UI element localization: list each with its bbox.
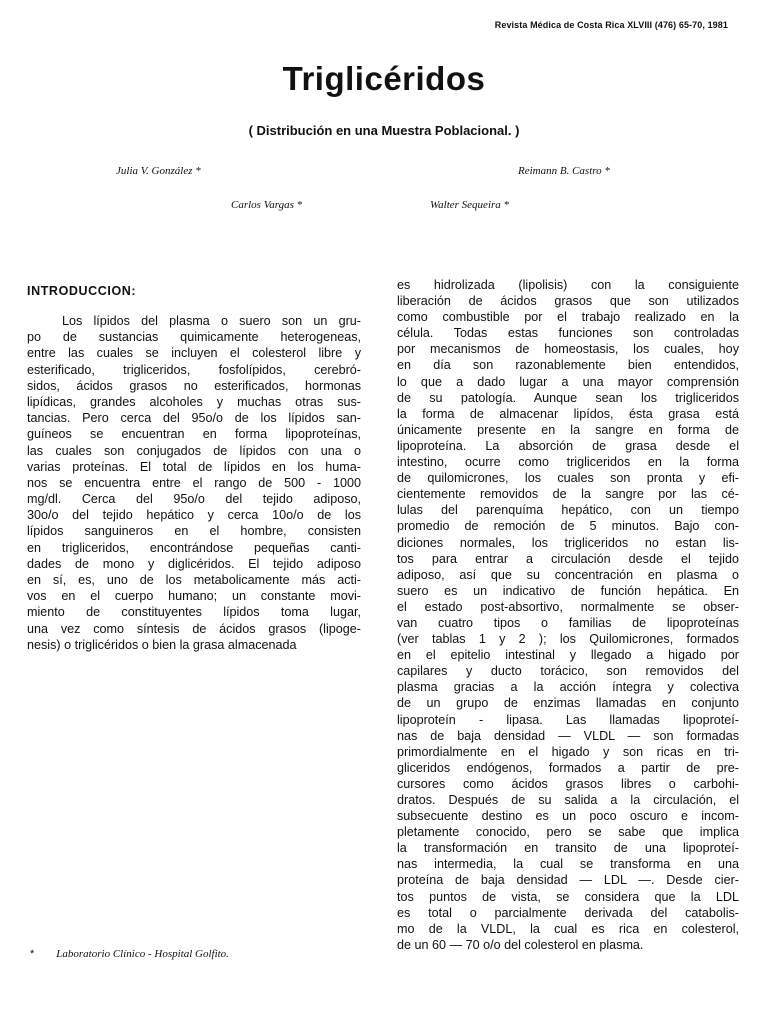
article-subtitle: ( Distribución en una Muestra Poblacional. ) [248,123,520,138]
text-line: suero es un indicativo de función hepática. En [397,583,739,598]
text-line: célula. Todas estas funciones son controladas [397,326,739,341]
text-line: lulas del parenquíma hepático, con un tiempo [397,503,739,518]
text-line: vos en el cuerpo humano; un constante movi- [27,589,361,604]
text-line: de un 60 — 70 o/o del colesterol en plasma. [397,937,644,952]
journal-header: Revista Médica de Costa Rica XLVIII (476) 65-70, 1981 [494,20,728,30]
text-line: en trigliceridos, encontrándose pequeñas canti- [27,540,361,555]
text-line: esterificado, trigliceridos, fosfolípidos, cerebró- [27,362,361,377]
text-line: liberación de ácidos grasos que son utilizados [397,294,739,309]
article-title: Triglicéridos [282,60,486,97]
text-line: (ver tablas 1 y 2 ); los Quilomicrones, formados [397,632,739,647]
footnote-text: Laboratorio Clínico - Hospital Golfito. [56,948,229,960]
text-line: cientemente removidos de la sangre por las cé- [397,487,739,502]
text-line: dratos. Después de su salida a la circulación, el [397,793,739,807]
text-line: mo de la VLDL, la cual es rica en colesterol, [397,921,739,936]
author-name: Julia V. González * [116,165,201,177]
text-line: nas de baja densidad — VLDL — son formadas [397,728,739,743]
text-line: gliceridos endógenos, formados a partir de pre- [397,760,739,775]
footnote [30,948,229,960]
text-line: entre las cuales se incluyen el colesterol libre y [27,346,361,361]
text-line: lo que a dado lugar a una mayor comprensión [397,374,739,389]
text-line: miento de constituyentes lípidos toma lugar, [27,605,361,620]
text-line: una vez como síntesis de ácidos grasos (lipoge- [27,621,361,636]
text-line: subsecuente destino es un poco oscuro e incom- [397,809,739,824]
text-line: Los lípidos del plasma o suero son un gru- [62,314,361,328]
text-line: lipoproteín - lipasa. Las llamadas lipoproteí- [397,712,739,727]
section-heading: INTRODUCCION: [27,284,137,298]
right-text-column [397,277,739,953]
text-line: tos puntos de vista, se considera que la LDL [397,889,739,904]
text-line: tos para entrar a circulación desde el tejido [397,551,739,566]
text-line: plasma gracias a la acción íntegra y colectiva [397,680,739,695]
left-text-column [27,313,361,653]
text-line: sidos, ácidos grasos no esterificados, hormonas [27,378,361,393]
text-line: mg/dl. Cerca del 95o/o del tejido adiposo, [27,492,361,507]
text-line: guíneos se encuentran en forma lipoproteínas, [27,427,361,442]
text-line: cursores como ácidos grasos libres o carbohi- [397,776,739,791]
footnote-mark: * [30,948,35,960]
text-line: capilares y ducto torácico, son removidos del [397,664,739,679]
text-line: las cuales son conjugados de lípidos con una o [27,443,361,458]
text-line: primordialmente en el higado y son ricas en tri- [397,744,739,759]
text-line: es hidrolizada (lipolisis) con la consiguiente [397,278,739,292]
text-line: intestino, ocurre como trigliceridos en la forma [397,455,739,470]
text-line: en día son razonablemente bien entendidos, [397,358,739,373]
text-line: nesis) o triglicéridos o bien la grasa almacenada [27,637,297,652]
text-line: varias proteínas. El total de lípidos en los huma- [27,459,361,474]
text-line: en sí, es, uno de los metabolicamente más acti- [27,573,361,587]
text-line: como combustible por el trabajo realizado en la [397,310,739,325]
text-line: proteína de baja densidad — LDL —. Desde cier- [397,873,739,888]
text-line: lípidos sanguineros en el hombre, consisten [27,524,361,539]
text-line: van cuatro tipos o familias de lipoproteínas [397,615,739,630]
author-name: Reimann B. Castro * [518,165,610,177]
text-line: dades de mono y diglicéridos. El tejido adiposo [27,556,361,571]
text-line: 30o/o del tejido hepático y cerca 10o/o de los [27,508,361,523]
text-line: nas intermedia, la cual se transforma en una [397,857,739,872]
text-line: lipoproteína. La absorción de grasa desde el [397,438,739,453]
text-line: la transformación en transito de una lipoproteí- [397,841,739,856]
text-line: el estado post-absortivo, normalmente se obser- [397,599,739,614]
text-line: de su patología. Aunque sean los trigliceridos [397,390,739,405]
author-name: Carlos Vargas * [231,199,303,211]
text-line: diciones normales, los trigliceridos no estan lis- [397,535,739,550]
text-line: promedio de remoción de 5 minutos. Bajo con- [397,519,739,534]
text-line: la forma de almacenar lipídos, ésta grasa está [397,406,739,421]
text-line: adiposo, así que su concentración en plasma o [397,567,739,582]
text-line: es total o parcialmente derivada del catabolis- [397,905,739,920]
text-line: de quilomicrones, los cuales son pronta y efi- [397,471,739,486]
text-line: pletamente conocido, pero se sabe que implica [397,825,739,840]
text-line: tancias. Pero cerca del 95o/o de los lípidos san- [27,411,361,426]
text-line: po de sustancias quimicamente heterogeneas, [27,330,361,345]
text-line: únicamente presente en la sangre en forma de [397,422,739,437]
text-line: lipídicas, grandes alcoholes y muchas otras sus- [27,394,361,409]
text-line: nos se encuentra entre el rango de 500 - 1000 [27,475,361,490]
text-line: por mecanismos de homeostasis, los cuales, hoy [397,342,739,357]
text-line: de un grupo de enzimas llamadas en conjunto [397,696,739,711]
author-name: Walter Sequeira * [430,199,510,211]
text-line: en el epitelio intestinal y llegado a higado por [397,648,739,663]
